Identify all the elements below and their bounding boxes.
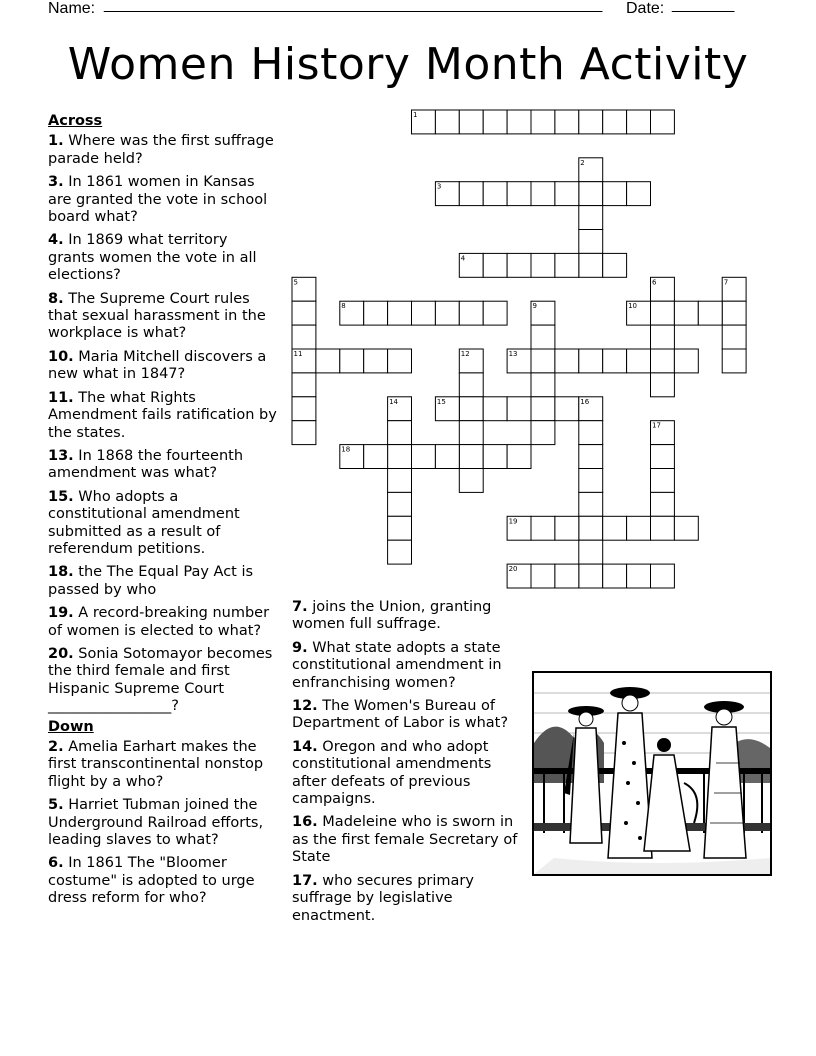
grid-cell[interactable]	[459, 397, 483, 421]
grid-cell[interactable]	[651, 445, 675, 469]
grid-cell[interactable]	[459, 110, 483, 134]
grid-cell[interactable]	[483, 397, 507, 421]
grid-cell[interactable]	[603, 349, 627, 373]
grid-cell[interactable]	[627, 182, 651, 206]
grid-cell[interactable]	[651, 373, 675, 397]
clue-number-16: 16	[580, 397, 590, 406]
clue-number-15: 15	[436, 397, 446, 406]
grid-cell[interactable]	[507, 110, 531, 134]
grid-cell[interactable]	[555, 253, 579, 277]
grid-cell[interactable]	[579, 349, 603, 373]
grid-cell[interactable]	[364, 301, 388, 325]
grid-cell[interactable]	[507, 253, 531, 277]
grid-cell[interactable]	[507, 397, 531, 421]
grid-cell[interactable]	[722, 349, 746, 373]
grid-cell[interactable]	[483, 445, 507, 469]
clue-across-19: 19. A record-breaking number of women is elected to what?	[48, 605, 270, 639]
grid-cell[interactable]	[555, 516, 579, 540]
clue-down-16: 16. Madeleine who is sworn in as the first female Secretary of State	[292, 814, 518, 866]
grid-cell[interactable]	[674, 349, 698, 373]
grid-cell[interactable]	[531, 373, 555, 397]
grid-cell[interactable]	[674, 301, 698, 325]
grid-cell[interactable]	[459, 445, 483, 469]
grid-cell[interactable]	[483, 253, 507, 277]
grid-cell[interactable]	[579, 445, 603, 469]
grid-cell[interactable]	[579, 540, 603, 564]
grid-cell[interactable]	[459, 301, 483, 325]
grid-cell[interactable]	[388, 421, 412, 445]
clue-number-10: 10	[628, 302, 638, 311]
clues-middle-column	[292, 599, 528, 931]
grid-cell[interactable]	[412, 301, 436, 325]
clue-number-13: 13	[508, 350, 518, 358]
date-label: Date:	[626, 0, 665, 17]
grid-cell[interactable]	[435, 301, 459, 325]
clue-number-9: 9	[532, 302, 537, 311]
grid-cell[interactable]	[579, 421, 603, 445]
clue-number-14: 14	[389, 397, 399, 406]
grid-cell[interactable]	[531, 325, 555, 349]
grid-cell[interactable]	[388, 540, 412, 564]
grid-cell[interactable]	[292, 325, 316, 349]
clues-left-column	[48, 113, 278, 914]
grid-cell[interactable]	[722, 301, 746, 325]
grid-cell[interactable]	[603, 516, 627, 540]
grid-cell[interactable]	[531, 421, 555, 445]
grid-cell[interactable]	[435, 445, 459, 469]
grid-cell[interactable]	[722, 325, 746, 349]
grid-cell[interactable]	[627, 110, 651, 134]
clue-across-8: 8. The Supreme Court rules that sexual harassment in the workplace is what?	[48, 290, 266, 342]
grid-cell[interactable]	[651, 516, 675, 540]
grid-cell[interactable]	[555, 182, 579, 206]
clue-across-1: 1. Where was the first suffrage parade held?	[48, 133, 274, 167]
grid-cell[interactable]	[459, 373, 483, 397]
clue-down-14: 14. Oregon and who adopt constitutional amendments after defeats of previous campaigns.	[292, 738, 492, 808]
grid-cell[interactable]	[388, 445, 412, 469]
grid-cell[interactable]	[412, 445, 436, 469]
grid-cell[interactable]	[388, 469, 412, 493]
clue-number-11: 11	[293, 350, 303, 358]
illustration-drawing	[534, 673, 770, 874]
grid-cell[interactable]	[388, 492, 412, 516]
grid-cell[interactable]	[698, 301, 722, 325]
grid-cell[interactable]	[388, 301, 412, 325]
grid-cell[interactable]	[364, 445, 388, 469]
grid-cell[interactable]	[579, 469, 603, 493]
grid-cell[interactable]	[651, 325, 675, 349]
clue-down-17: 17. who secures primary suffrage by legislative enactment.	[292, 872, 474, 924]
clue-number-6: 6	[652, 278, 657, 287]
grid-cell[interactable]	[555, 564, 579, 588]
grid-cell[interactable]	[459, 421, 483, 445]
grid-cell[interactable]	[627, 349, 651, 373]
grid-cell[interactable]	[483, 110, 507, 134]
clue-number-8: 8	[341, 302, 346, 311]
grid-cell[interactable]	[292, 421, 316, 445]
grid-cell[interactable]	[603, 253, 627, 277]
grid-cell[interactable]	[531, 516, 555, 540]
grid-cell[interactable]	[579, 253, 603, 277]
clue-across-20: 20. Sonia Sotomayor becomes the third female and first Hispanic Supreme Court _________________?	[48, 645, 273, 715]
grid-cell[interactable]	[531, 182, 555, 206]
clue-number-18: 18	[341, 445, 351, 454]
grid-cell[interactable]	[603, 110, 627, 134]
grid-cell[interactable]	[555, 349, 579, 373]
grid-cell[interactable]	[435, 110, 459, 134]
clue-across-3: 3. In 1861 women in Kansas are granted the vote in school board what?	[48, 174, 268, 226]
clue-down-6: 6. In 1861 The "Bloomer costume" is adopted to urge dress reform for who?	[48, 855, 255, 907]
grid-cell[interactable]	[579, 564, 603, 588]
grid-cell[interactable]	[651, 564, 675, 588]
clue-down-12: 12. The Women's Bureau of Department of Labor is what?	[292, 698, 509, 732]
clue-number-3: 3	[436, 182, 442, 191]
clue-across-4: 4. In 1869 what territory grants women the vote in all elections?	[48, 232, 257, 284]
grid-cell[interactable]	[388, 349, 412, 373]
date-field[interactable]: _______	[672, 0, 735, 13]
clue-number-20: 20	[508, 565, 518, 574]
grid-cell[interactable]	[507, 182, 531, 206]
grid-cell[interactable]	[388, 516, 412, 540]
grid-cell[interactable]	[292, 301, 316, 325]
grid-cell[interactable]	[459, 469, 483, 493]
clue-down-2: 2. Amelia Earhart makes the first transcontinental nonstop flight by a who?	[48, 739, 264, 790]
clue-number-4: 4	[460, 254, 466, 263]
name-field[interactable]: ________________________________________________________	[104, 0, 603, 13]
grid-cell[interactable]	[579, 516, 603, 540]
clue-number-17: 17	[652, 421, 661, 430]
clue-number-5: 5	[293, 278, 298, 287]
grid-cell[interactable]	[531, 253, 555, 277]
clue-across-10: 10. Maria Mitchell discovers a new what in 1847?	[48, 348, 267, 383]
grid-cell[interactable]	[651, 301, 675, 325]
grid-cell[interactable]	[627, 516, 651, 540]
grid-cell[interactable]	[555, 397, 579, 421]
grid-cell[interactable]	[531, 564, 555, 588]
grid-cell[interactable]	[483, 301, 507, 325]
clue-down-5: 5. Harriet Tubman joined the Underground Railroad efforts, leading slaves to what?	[48, 797, 264, 849]
clue-number-12: 12	[460, 350, 470, 358]
grid-cell[interactable]	[651, 469, 675, 493]
grid-cell[interactable]	[531, 349, 555, 373]
grid-cell[interactable]	[674, 516, 698, 540]
grid-cell[interactable]	[459, 182, 483, 206]
suffragette-women-illustration	[532, 671, 772, 876]
grid-cell[interactable]	[531, 110, 555, 134]
grid-cell[interactable]	[579, 182, 603, 206]
down-heading: Down	[48, 718, 94, 735]
grid-cell[interactable]	[292, 397, 316, 421]
clue-number-7: 7	[723, 278, 729, 287]
grid-cell[interactable]	[651, 110, 675, 134]
clue-across-18: 18. the The Equal Pay Act is passed by who	[48, 564, 254, 598]
grid-cell[interactable]	[483, 182, 507, 206]
clue-number-1: 1	[413, 111, 418, 119]
clue-down-7: 7. joins the Union, granting women full suffrage.	[292, 599, 492, 633]
grid-cell[interactable]	[292, 373, 316, 397]
across-heading: Across	[48, 113, 103, 129]
grid-cell[interactable]	[555, 110, 579, 134]
grid-cell[interactable]	[651, 349, 675, 373]
grid-cell[interactable]	[603, 182, 627, 206]
grid-cell[interactable]	[507, 445, 531, 469]
grid-cell[interactable]	[579, 492, 603, 516]
grid-cell[interactable]	[340, 349, 364, 373]
grid-cell[interactable]	[651, 492, 675, 516]
name-label: Name:	[48, 0, 96, 17]
grid-cell[interactable]	[627, 564, 651, 588]
grid-cell[interactable]	[579, 206, 603, 230]
grid-cell[interactable]	[316, 349, 340, 373]
grid-cell[interactable]	[603, 564, 627, 588]
clue-across-15: 15. Who adopts a constitutional amendment submitted as a result of referendum petitions.	[48, 488, 240, 557]
clue-down-9: 9. What state adopts a state constitutional amendment in enfranchising women?	[292, 639, 502, 691]
clue-number-2: 2	[580, 158, 585, 167]
grid-cell[interactable]	[579, 110, 603, 134]
clue-number-19: 19	[508, 517, 518, 526]
clue-across-11: 11. The what Rights Amendment fails ratification by the states.	[48, 389, 277, 441]
clue-across-13: 13. In 1868 the fourteenth amendment was what?	[48, 447, 244, 482]
page-title: Women History Month Activity	[67, 39, 749, 90]
grid-cell[interactable]	[364, 349, 388, 373]
grid-cell[interactable]	[531, 397, 555, 421]
grid-cell[interactable]	[579, 230, 603, 254]
